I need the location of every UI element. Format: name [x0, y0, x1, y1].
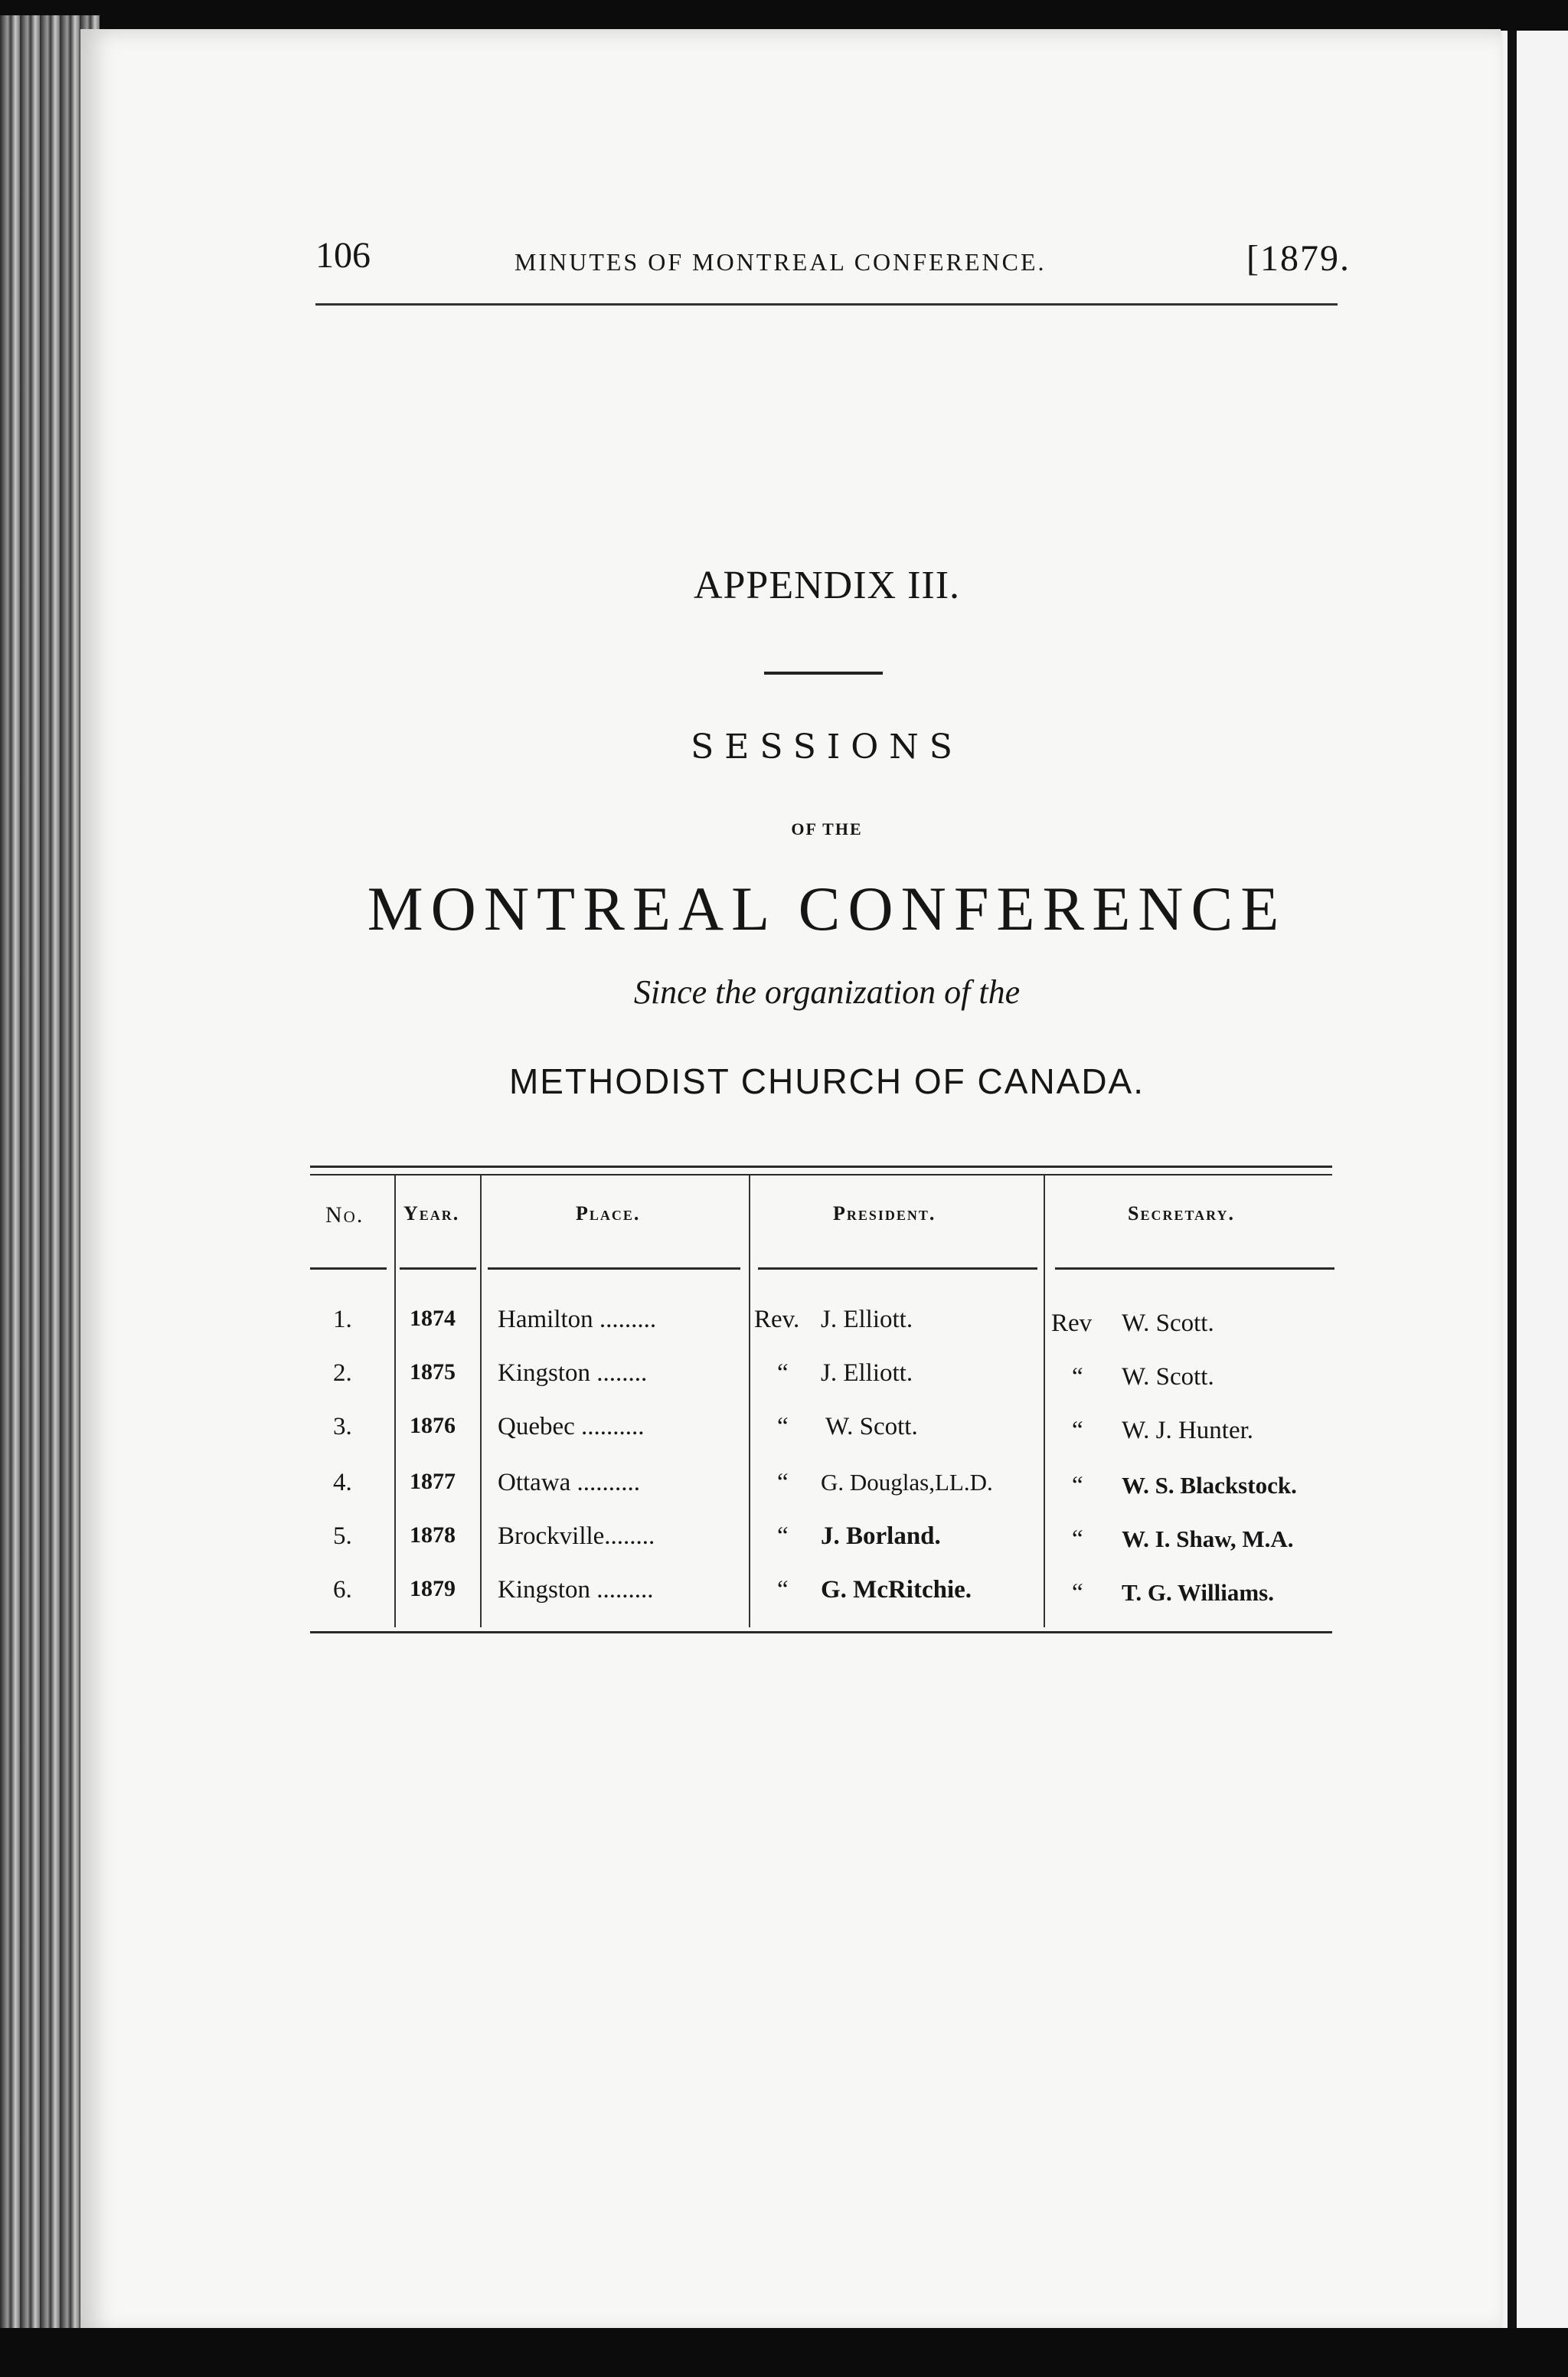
title-rule	[764, 672, 883, 675]
row-1-pres-prefix: Rev.	[754, 1306, 800, 1333]
table-bottom-rule	[310, 1631, 1332, 1633]
table-top-rule-thin	[310, 1174, 1332, 1175]
row-3-pres-prefix: “	[777, 1413, 789, 1440]
book-page	[80, 29, 1501, 2336]
header-rule	[758, 1267, 1037, 1270]
row-5-president: J. Borland.	[821, 1522, 941, 1550]
row-4-place: Ottawa ..........	[498, 1469, 641, 1496]
row-5-place: Brockville........	[498, 1522, 655, 1550]
row-3-president: W. Scott.	[825, 1413, 918, 1440]
row-6-year: 1879	[410, 1576, 456, 1601]
row-2-pres-prefix: “	[777, 1359, 789, 1387]
header-year: Year.	[403, 1202, 460, 1224]
table-top-rule	[310, 1166, 1332, 1168]
row-5-secretary: W. I. Shaw, M.A.	[1122, 1525, 1294, 1552]
row-3-sec-prefix: “	[1072, 1417, 1083, 1444]
facing-page-edge	[1497, 31, 1568, 2336]
row-2-sec-prefix: “	[1072, 1363, 1083, 1391]
church-name: METHODIST CHURCH OF CANADA.	[508, 1061, 1145, 1101]
row-6-pres-prefix: “	[777, 1576, 789, 1604]
running-head	[315, 230, 1351, 283]
row-3-secretary: W. J. Hunter.	[1122, 1417, 1254, 1444]
row-6-no: 6.	[333, 1576, 352, 1604]
row-4-president: G. Douglas,LL.D.	[821, 1469, 993, 1496]
row-5-sec-prefix: “	[1072, 1525, 1083, 1553]
row-2-secretary: W. Scott.	[1122, 1363, 1214, 1391]
row-4-sec-prefix: “	[1072, 1472, 1083, 1499]
row-6-place: Kingston .........	[498, 1576, 654, 1604]
row-6-president: G. McRitchie.	[821, 1576, 972, 1604]
scan-top-border	[0, 0, 1568, 31]
of-the-line: OF THE	[791, 819, 863, 839]
row-3-place: Quebec ..........	[498, 1413, 645, 1440]
row-1-no: 1.	[333, 1306, 352, 1333]
row-1-president: J. Elliott.	[821, 1306, 913, 1333]
row-2-year: 1875	[410, 1359, 456, 1385]
running-title: MINUTES OF MONTREAL CONFERENCE.	[514, 248, 1047, 276]
row-4-year: 1877	[410, 1469, 456, 1494]
column-divider	[394, 1175, 396, 1627]
row-1-secretary: W. Scott.	[1122, 1309, 1214, 1337]
row-5-pres-prefix: “	[777, 1522, 789, 1550]
row-2-place: Kingston ........	[498, 1359, 648, 1387]
since-line: Since the organization of the	[633, 973, 1021, 1011]
conference-title: MONTREAL CONFERENCE	[367, 874, 1287, 943]
row-6-secretary: T. G. Williams.	[1122, 1579, 1274, 1606]
row-4-no: 4.	[333, 1469, 352, 1496]
row-4-secretary: W. S. Blackstock.	[1122, 1472, 1297, 1499]
column-divider	[1044, 1175, 1045, 1627]
row-5-no: 5.	[333, 1522, 352, 1550]
appendix-title: APPENDIX III.	[693, 564, 961, 607]
row-1-place: Hamilton .........	[498, 1306, 657, 1333]
row-2-president: J. Elliott.	[821, 1359, 913, 1387]
row-2-no: 2.	[333, 1359, 352, 1387]
page-number: 106	[315, 235, 371, 276]
row-5-year: 1878	[410, 1522, 456, 1548]
header-rule	[1055, 1267, 1334, 1270]
row-1-sec-prefix: Rev	[1051, 1309, 1093, 1337]
row-3-year: 1876	[410, 1413, 456, 1438]
header-secretary: Secretary.	[1128, 1202, 1236, 1224]
sessions-heading: SESSIONS	[691, 727, 963, 767]
row-6-sec-prefix: “	[1072, 1579, 1083, 1607]
row-3-no: 3.	[333, 1413, 352, 1440]
running-year: [1879.	[1246, 238, 1351, 279]
header-no: No.	[325, 1202, 364, 1228]
header-president: President.	[833, 1202, 936, 1224]
row-4-pres-prefix: “	[777, 1469, 789, 1496]
row-1-year: 1874	[410, 1306, 456, 1331]
column-divider	[749, 1175, 750, 1627]
head-rule	[315, 303, 1338, 306]
header-rule	[310, 1267, 387, 1270]
header-rule	[488, 1267, 740, 1270]
scan-bottom-border	[0, 2328, 1568, 2377]
column-divider	[480, 1175, 482, 1627]
header-place: Place.	[576, 1202, 641, 1224]
header-rule	[400, 1267, 476, 1270]
